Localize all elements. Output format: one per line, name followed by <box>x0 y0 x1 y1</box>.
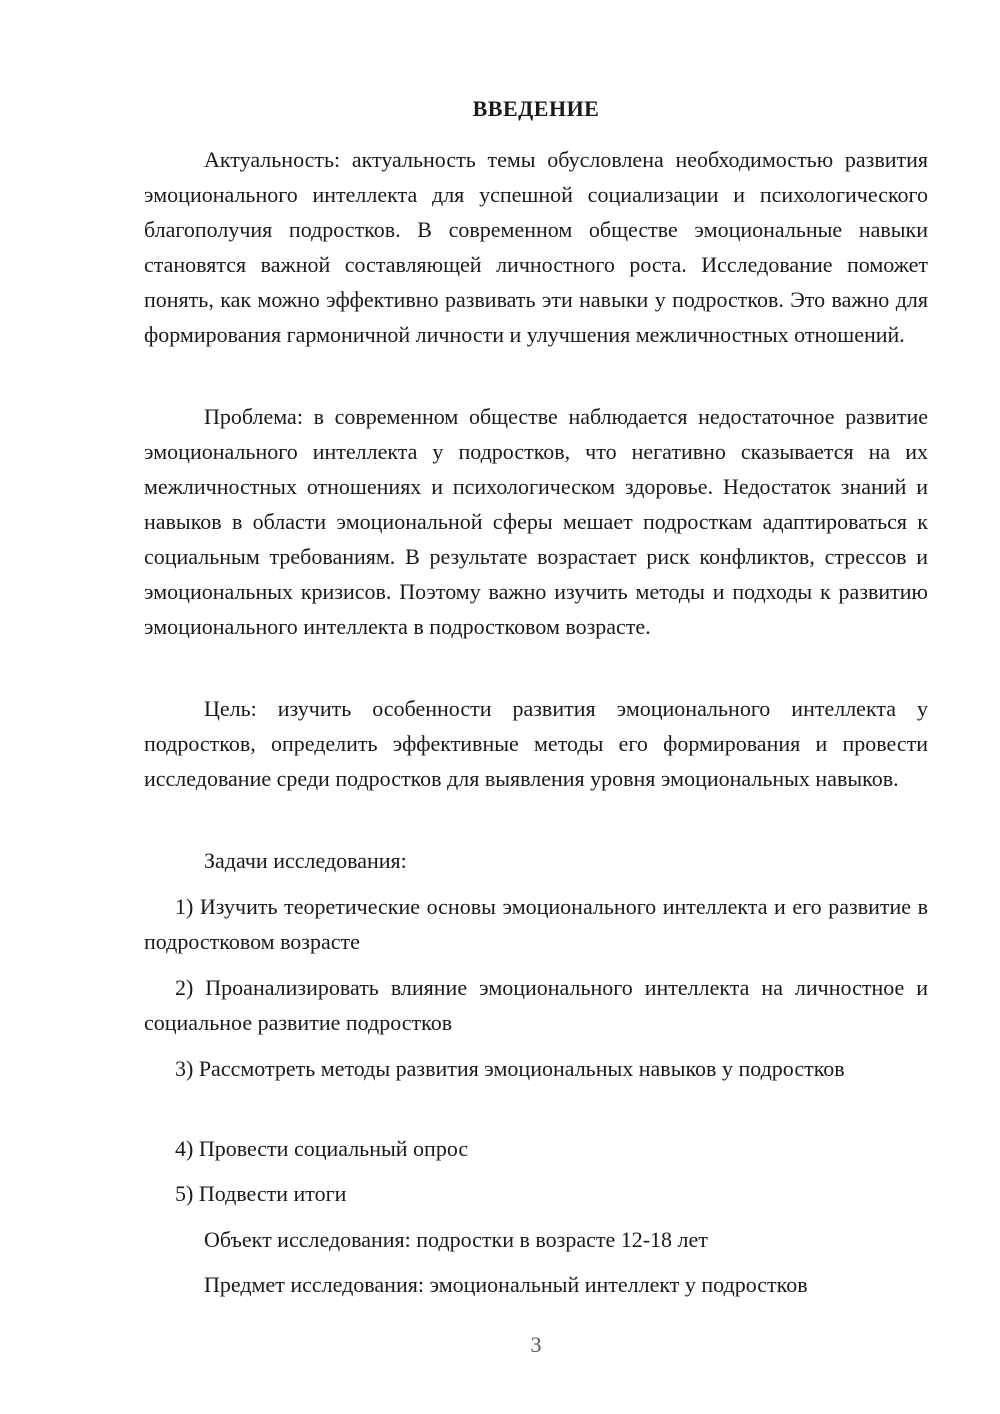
page-number: 3 <box>530 1332 542 1357</box>
problem-paragraph: Проблема: в современном обществе наблюдается недостаточное развитие эмоционального интеллекта у подростков, что негативно сказывается на их межличностных отношениях и психологическом здоровье. Недостаток знаний и навыков в области эмоциональной сферы мешает подросткам адаптироваться к социальным требованиям. В результате возрастает риск конфликтов, стрессов и эмоциональных кризисов. Поэтому важно изучить методы и подходы к развитию эмоционального интеллекта в подростковом возрасте. <box>144 404 928 639</box>
task-item-5: 5) Подвести итоги <box>175 1181 347 1206</box>
task-item-4: 4) Провести социальный опрос <box>175 1136 469 1161</box>
tasks-heading: Задачи исследования: <box>204 848 407 873</box>
task-item-3: 3) Рассмотреть методы развития эмоциональных навыков у подростков <box>175 1056 845 1081</box>
goal-paragraph: Цель: изучить особенности развития эмоционального интеллекта у подростков, определить эффективные методы его формирования и провести исследование среди подростков для выявления уровня эмоциональных навыков. <box>144 696 928 791</box>
task-item-2: 2) Проанализировать влияние эмоционального интеллекта на личностное и социальное развитие подростков <box>144 975 928 1035</box>
research-subject: Предмет исследования: эмоциональный интеллект у подростков <box>204 1272 808 1297</box>
section-title: ВВЕДЕНИЕ <box>472 96 600 121</box>
task-item-1: 1) Изучить теоретические основы эмоционального интеллекта и его развитие в подростковом возрасте <box>144 894 928 954</box>
relevance-paragraph: Актуальность: актуальность темы обусловлена необходимостью развития эмоционального интеллекта для успешной социализации и психологического благополучия подростков. В современном обществе эмоциональные навыки становятся важной составляющей личностного роста. Исследование поможет понять, как можно эффективно развивать эти навыки у подростков. Это важно для формирования гармоничной личности и улучшения межличностных отношений. <box>144 147 928 347</box>
research-object: Объект исследования: подростки в возрасте 12-18 лет <box>204 1227 708 1252</box>
